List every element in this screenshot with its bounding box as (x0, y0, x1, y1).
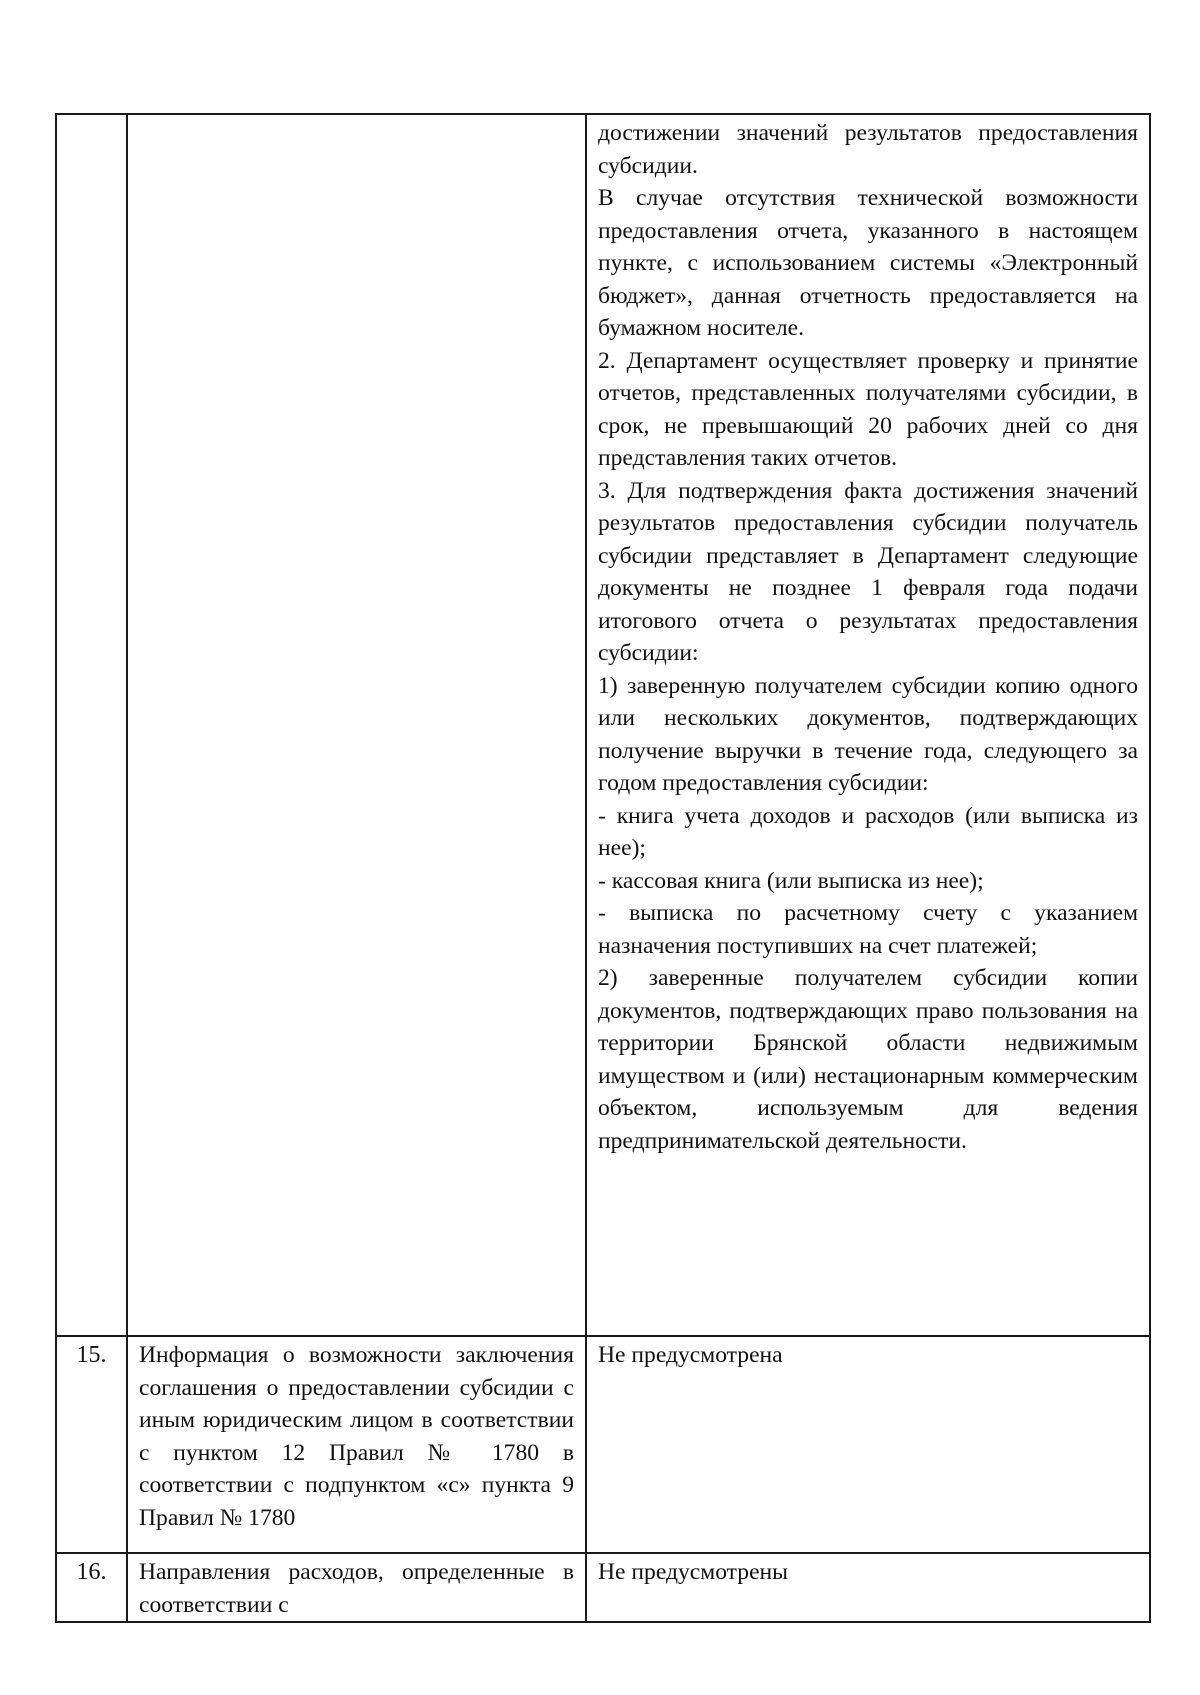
row-name-cell (127, 114, 586, 1336)
row-number-cell (56, 114, 127, 1336)
paragraph: - выписка по расчетному счету с указанием назначения поступивших на счет платежей; (598, 900, 1138, 959)
paragraph: 1) заверенную получателем субсидии копию одного или нескольких документов, подтверждающих получение выручки в течение года, следующего за годом предоставления субсидии: (598, 672, 1138, 796)
paragraph: 3. Для подтверждения факта достижения значений результатов предоставления субсидии получатель субсидии представляет в Департамент следующие документы не позднее 1 февраля года подачи итогового отчета о результатах предоставления субсидии: (598, 477, 1138, 666)
row-number-cell: 16. (56, 1553, 127, 1622)
table-row-15 (56, 1336, 1150, 1553)
row-value-cell: Не предусмотрены (586, 1553, 1150, 1622)
paragraph: 2) заверенные получателем субсидии копии документов, подтверждающих право пользования на территории Брянской области недвижимым имуществом и (или) нестационарным коммерческим объектом, используемым для ведения предпринимательской деятельности. (598, 965, 1138, 1154)
requirements-table (55, 113, 1151, 1623)
paragraph: В случае отсутствия технической возможности предоставления отчета, указанного в настоящем пункте, с использованием системы «Электронный бюджет», данная отчетность предоставляется на бумажном носителе. (598, 185, 1138, 341)
row-name-cell: Направления расходов, определенные в соответствии с (127, 1553, 586, 1622)
row-value-cell (586, 114, 1150, 1336)
row-value-cell: Не предусмотрена (586, 1336, 1150, 1553)
row-name-cell: Информация о возможности заключения соглашения о предоставлении субсидии с иным юридическим лицом в соответствии с пунктом 12 Правил № 1780 в соответствии с подпунктом «с» пункта 9 Правил № 1780 (127, 1336, 586, 1553)
paragraph: - кассовая книга (или выписка из нее); (598, 867, 984, 894)
paragraph: достижении значений результатов предоставления субсидии. (598, 120, 1138, 179)
paragraph: - книга учета доходов и расходов (или выписка из нее); (598, 802, 1138, 861)
table-row-continuation (56, 114, 1150, 1336)
row-number-cell: 15. (56, 1336, 127, 1553)
table-row-16 (56, 1553, 1150, 1622)
paragraph: 2. Департамент осуществляет проверку и принятие отчетов, представленных получателями субсидии, в срок, не превышающий 20 рабочих дней со дня представления таких отчетов. (598, 347, 1138, 471)
